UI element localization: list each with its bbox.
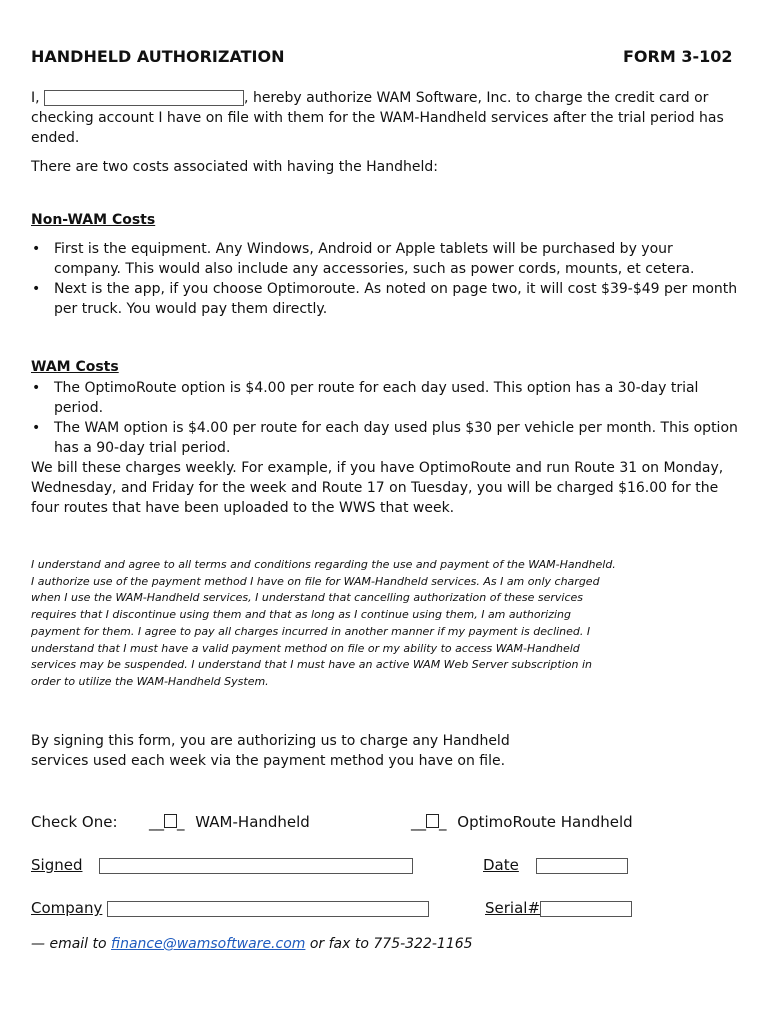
- list-item: • Next is the app, if you choose Optimoroute. As noted on page two, it will cost $39-$49 per month per truck. You would pay them directly.: [32, 279, 744, 319]
- terms-line: requires that I discontinue using them and that as long as I continue using them, I am authorizing: [31, 608, 571, 622]
- wam-list: [32, 378, 744, 458]
- intro-prefix: I,: [31, 90, 40, 106]
- footer-suffix: or fax to 775-322-1165: [309, 936, 473, 952]
- non-wam-list: [32, 239, 744, 319]
- terms-line: I authorize use of the payment method I have on file for WAM-Handheld services. As I am only charged: [31, 574, 600, 588]
- date-row: [483, 856, 628, 874]
- list-item: • First is the equipment. Any Windows, Android or Apple tablets will be purchased by your company. This would also include any accessories, such as power cords, mounts, et cetera.: [32, 239, 744, 279]
- check-one-label: Check One:: [31, 813, 118, 831]
- costs-intro: There are two costs associated with having the Handheld:: [31, 159, 438, 175]
- intro-line1: , hereby authorize WAM Software, Inc. to charge the credit card or: [244, 90, 709, 106]
- non-wam-heading: Non-WAM Costs: [31, 212, 156, 228]
- terms-line: when I use the WAM-Handheld services, I understand that cancelling authorization of these services: [31, 591, 584, 605]
- optimoroute-label: OptimoRoute Handheld: [457, 813, 633, 831]
- signing-line: By signing this form, you are authorizing us to charge any Handheld: [31, 733, 510, 749]
- terms-line: understand that I must have a valid payment method on file or my ability to access WAM-Handheld: [31, 641, 580, 655]
- name-input[interactable]: [44, 90, 244, 106]
- intro-paragraph: [31, 88, 751, 148]
- signing-notice: [31, 731, 551, 771]
- company-input[interactable]: [107, 901, 429, 917]
- terms-line: order to utilize the WAM-Handheld System.: [31, 674, 269, 688]
- contact-footer: [31, 936, 473, 952]
- optimoroute-checkbox[interactable]: [426, 814, 439, 828]
- form-number: FORM 3-102: [623, 47, 733, 66]
- list-item: • The OptimoRoute option is $4.00 per route for each day used. This option has a 30-day trial period.: [32, 378, 744, 418]
- terms-line: I understand and agree to all terms and conditions regarding the use and payment of the WAM-Handheld.: [31, 558, 616, 571]
- serial-label: Serial#: [485, 899, 541, 917]
- form-title: HANDHELD AUTHORIZATION: [31, 47, 285, 66]
- email-link[interactable]: finance@wamsoftware.com: [111, 936, 306, 952]
- wam-handheld-label: WAM-Handheld: [195, 813, 310, 831]
- signing-line: services used each week via the payment method you have on file.: [31, 753, 506, 769]
- date-label: Date: [483, 856, 519, 874]
- serial-row: [485, 899, 632, 917]
- list-item: • The WAM option is $4.00 per route for each day used plus $30 per vehicle per month. This option has a 90-day trial period.: [32, 418, 744, 458]
- billing-paragraph: We bill these charges weekly. For example, if you have OptimoRoute and run Route 31 on Monday, Wednesday, and Friday for the week and Route 17 on Tuesday, you will be charged $16.00 for the four routes that have been uploaded to the WWS that week.: [31, 460, 724, 516]
- company-row: [31, 899, 429, 917]
- option-wam-handheld[interactable]: __ _ WAM-Handheld: [149, 813, 310, 831]
- wam-heading: WAM Costs: [31, 359, 119, 375]
- terms-block: [31, 557, 631, 691]
- signed-input[interactable]: [99, 858, 413, 874]
- intro-line2: checking account I have on file with them for the WAM-Handheld services after the trial period has ended.: [31, 110, 724, 146]
- wam-handheld-checkbox[interactable]: [164, 814, 177, 828]
- date-input[interactable]: [536, 858, 628, 874]
- signed-label: Signed: [31, 856, 83, 874]
- terms-line: services may be suspended. I understand that I must have an active WAM Web Server subscription in: [31, 658, 592, 672]
- option-optimoroute-handheld[interactable]: __ _ OptimoRoute Handheld: [411, 813, 633, 831]
- footer-prefix: — email to: [31, 936, 107, 952]
- company-label: Company: [31, 899, 103, 917]
- serial-input[interactable]: [540, 901, 632, 917]
- signed-row: [31, 856, 413, 874]
- terms-line: payment for them. I agree to pay all charges incurred in another manner if my payment is declined. I: [31, 624, 591, 638]
